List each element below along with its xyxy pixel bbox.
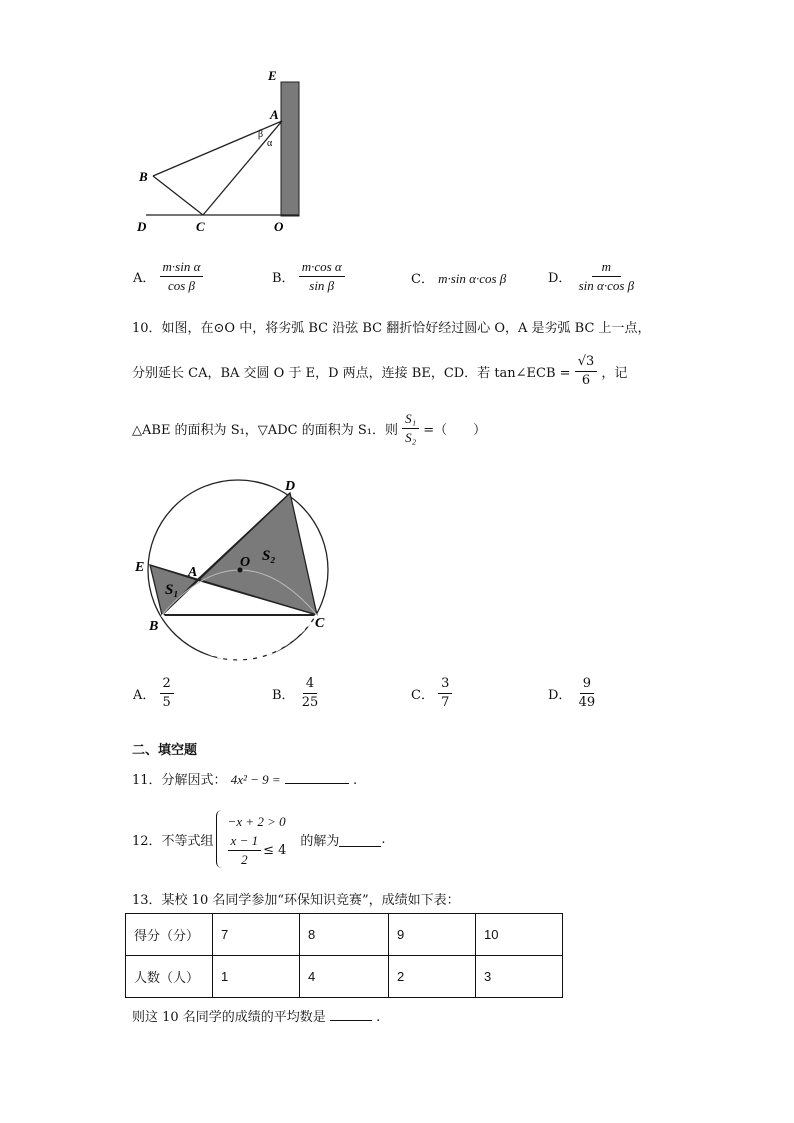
q10-line-3	[132, 411, 486, 446]
table-cell: 2	[389, 956, 476, 998]
q10-line-2	[132, 354, 627, 389]
minor-arc-dashed	[162, 615, 317, 660]
q13-end: .	[376, 1010, 381, 1025]
numerator: m·cos α	[299, 259, 345, 277]
inequality-1: −x + 2 > 0	[227, 813, 286, 829]
q9-option-a[interactable]	[133, 259, 203, 294]
label-d: D	[285, 479, 296, 494]
q10-option-d[interactable]	[548, 676, 598, 711]
q10-figure	[130, 470, 340, 670]
denominator: 6	[581, 373, 591, 388]
option-label: B．	[272, 271, 295, 286]
inequality-system	[228, 811, 287, 868]
answer-bracket: =（ ）	[423, 423, 487, 438]
table-cell: 3	[476, 956, 563, 998]
q10-line-3-text: △ABE 的面积为 S₁，▽ADC 的面积为 S₁．则	[132, 423, 398, 438]
table-cell: 9	[389, 914, 476, 956]
section-title: 二、填空题	[132, 743, 198, 758]
numerator: S₁	[402, 411, 419, 429]
q12-answer-blank[interactable]	[339, 846, 381, 847]
numerator: 4	[303, 676, 317, 694]
option-label: A．	[133, 688, 156, 703]
label-b: B	[139, 169, 148, 184]
label-e: E	[268, 68, 277, 83]
q12	[132, 806, 386, 872]
q11-expression: 4x² − 9 =	[230, 772, 281, 787]
q12-suffix: 的解为	[300, 833, 340, 849]
denominator: sin α·cos β	[578, 278, 635, 293]
numerator: 3	[438, 676, 452, 694]
label-o: O	[274, 219, 284, 234]
label-a: A	[188, 565, 198, 580]
q13-outro	[132, 1006, 380, 1025]
option-c-expression: m·sin α·cos β	[438, 271, 507, 286]
label-d: D	[137, 219, 147, 234]
label-s2: S₂	[262, 548, 276, 564]
q9-option-d[interactable]	[548, 259, 637, 294]
option-a-fraction	[160, 676, 174, 711]
denominator: 49	[578, 695, 596, 710]
option-d-fraction	[576, 259, 638, 294]
label-e: E	[135, 560, 145, 575]
q12-prefix: 12．不等式组	[132, 833, 214, 849]
label-alpha: α	[267, 138, 273, 149]
q10-line-2-end: ，记	[601, 366, 628, 381]
table-cell: 人数（人）	[126, 956, 213, 998]
option-b-fraction	[299, 259, 345, 294]
q12-end: .	[381, 831, 386, 847]
option-label: C．	[411, 272, 434, 287]
numerator: m·sin α	[160, 259, 204, 277]
label-c: C	[315, 616, 325, 631]
label-o: O	[240, 555, 251, 570]
segment-ca	[203, 121, 282, 215]
table-row	[126, 914, 563, 956]
denominator: cos β	[167, 278, 195, 293]
denominator: 5	[162, 695, 171, 710]
denominator: 7	[441, 695, 450, 710]
numerator: 9	[580, 676, 594, 694]
q10-option-c[interactable]	[411, 676, 452, 711]
score-table	[125, 913, 563, 998]
numerator: m	[592, 259, 621, 277]
table-cell: 10	[476, 914, 563, 956]
inequality-2-fraction	[228, 833, 262, 868]
denominator: sin β	[309, 278, 335, 293]
table-cell: 得分（分）	[126, 914, 213, 956]
q13-outro-text: 则这 10 名同学的成绩的平均数是	[132, 1010, 326, 1025]
option-label: C．	[411, 688, 434, 703]
option-a-fraction	[160, 259, 204, 294]
wall	[281, 82, 299, 216]
numerator: √3	[575, 354, 598, 372]
label-c: C	[196, 219, 205, 234]
q11-prefix: 11．分解因式：	[132, 773, 227, 788]
denominator: 25	[301, 695, 319, 710]
brace	[216, 810, 225, 868]
option-d-fraction	[576, 676, 599, 711]
segment-bc	[153, 176, 203, 215]
option-c-fraction	[438, 676, 452, 711]
table-cell: 8	[300, 914, 389, 956]
option-b-fraction	[299, 676, 322, 711]
numerator: 2	[160, 676, 174, 694]
q13-answer-blank[interactable]	[330, 1020, 372, 1021]
option-label: B．	[272, 688, 295, 703]
q10-option-a[interactable]	[133, 676, 174, 711]
numerator: x − 1	[228, 833, 262, 851]
q10-option-b[interactable]	[272, 676, 321, 711]
table-cell: 7	[213, 914, 300, 956]
option-label: D．	[548, 271, 572, 286]
label-s1: S₁	[165, 582, 179, 598]
option-label: A．	[133, 271, 156, 286]
q11-suffix: .	[352, 773, 358, 788]
q9-option-c[interactable]	[411, 268, 506, 287]
q9-figure	[130, 62, 320, 242]
label-beta: β	[258, 129, 264, 140]
label-a: A	[270, 107, 279, 122]
q10-line-2-text: 分别延长 CA，BA 交圆 O 于 E，D 两点，连接 BE，CD．若 tan∠ECB =	[132, 366, 571, 381]
tan-fraction	[575, 354, 598, 389]
table-cell: 4	[300, 956, 389, 998]
inequality-2-relation: ≤ 4	[263, 842, 287, 858]
table-row	[126, 956, 563, 998]
q9-option-b[interactable]	[272, 259, 345, 294]
denominator: 2	[241, 851, 248, 867]
q11-answer-blank[interactable]	[285, 783, 349, 784]
area-ratio-fraction	[402, 411, 419, 446]
option-label: D．	[548, 688, 572, 703]
denominator: S₂	[405, 430, 417, 445]
label-b: B	[149, 619, 159, 634]
q13-intro: 13．某校 10 名同学参加“环保知识竞赛”，成绩如下表：	[132, 893, 460, 908]
inequality-2	[228, 833, 287, 868]
q11	[132, 769, 357, 788]
q10-line-1: 10．如图，在⊙O 中，将劣弧 BC 沿弦 BC 翻折恰好经过圆心 O，A 是劣弧 BC 上一点，	[132, 321, 651, 336]
table-cell: 1	[213, 956, 300, 998]
